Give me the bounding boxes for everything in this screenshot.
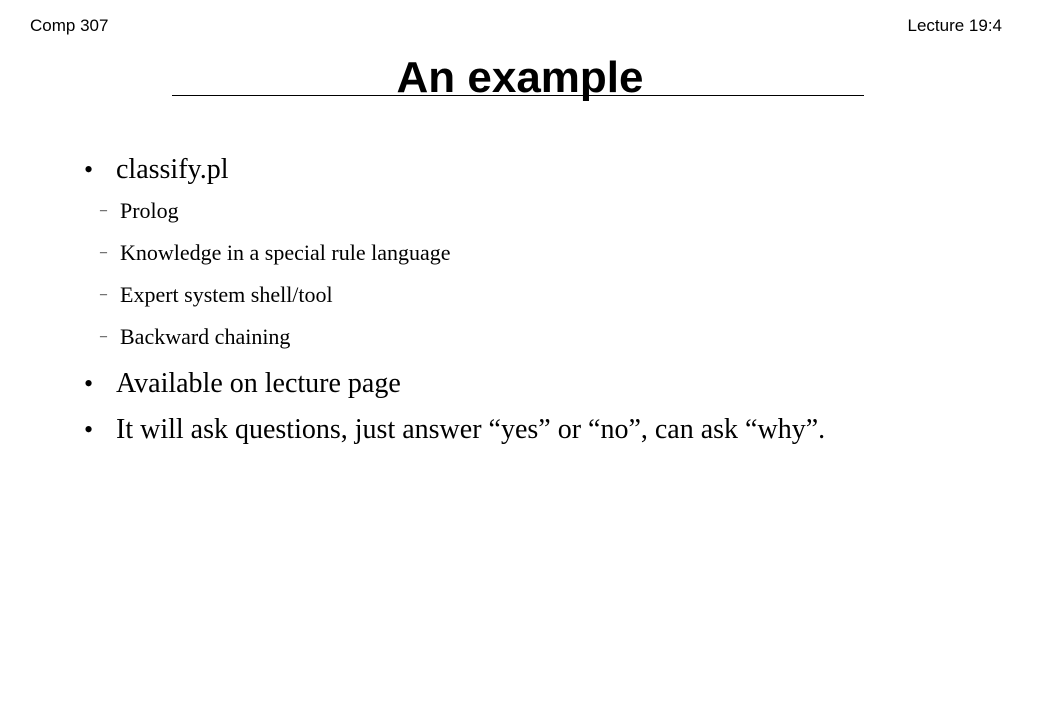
bullet-text: classify.pl	[116, 154, 229, 185]
sub-bullet-item	[80, 232, 1000, 274]
dash-icon: –	[100, 245, 107, 260]
bullet-icon: •	[84, 155, 94, 184]
sub-bullet-text: Knowledge in a special rule language	[120, 240, 451, 265]
sub-bullet-item	[80, 316, 1000, 358]
sub-list-container	[80, 190, 1000, 358]
bullet-item	[80, 410, 1000, 450]
bullet-text: Available on lecture page	[116, 368, 401, 399]
bullet-text: It will ask questions, just answer “yes” or “no”, can ask “why”.	[116, 414, 826, 445]
dash-icon: –	[100, 287, 107, 302]
bullet-item	[80, 150, 1000, 190]
bullet-item	[80, 364, 1000, 404]
lecture-number: Lecture 19:4	[907, 16, 1002, 35]
sub-bullet-list	[80, 190, 1000, 358]
sub-bullet-text: Expert system shell/tool	[120, 282, 333, 307]
dash-icon: –	[100, 329, 107, 344]
sub-bullet-item	[80, 274, 1000, 316]
course-label: Comp 307	[30, 16, 109, 35]
bullet-icon: •	[84, 415, 94, 444]
sub-bullet-text: Prolog	[120, 198, 179, 223]
sub-bullet-item	[80, 190, 1000, 232]
slide-title: An example	[396, 53, 644, 102]
dash-icon: –	[100, 203, 107, 218]
bullet-list	[80, 150, 1000, 450]
bullet-icon: •	[84, 369, 94, 398]
sub-bullet-text: Backward chaining	[120, 324, 291, 349]
title-underline	[172, 95, 864, 96]
